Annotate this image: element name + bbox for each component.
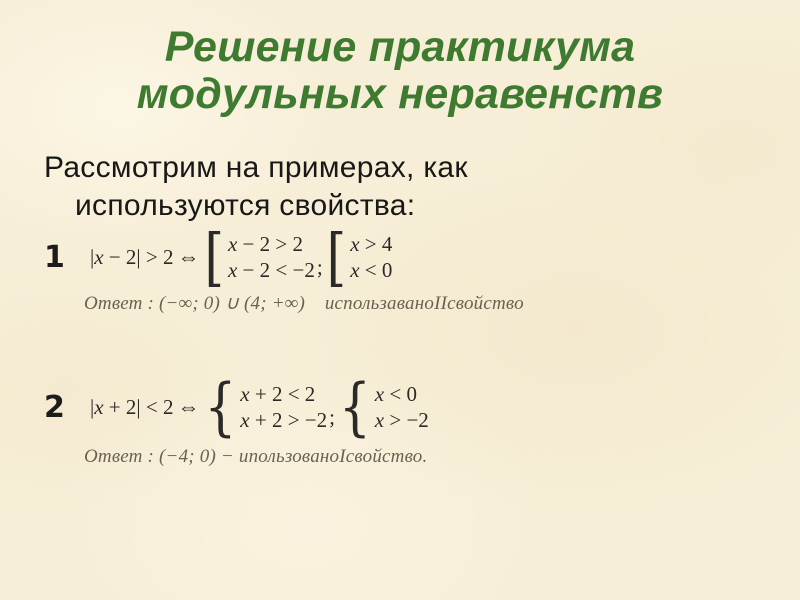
system-row: x − 2 > 2	[227, 232, 303, 256]
example-1-inequality: |x − 2| > 2	[90, 244, 174, 269]
example-1	[44, 220, 393, 294]
system-row: x + 2 < 2	[240, 382, 316, 406]
system-row: x − 2 < −2	[227, 258, 315, 282]
system-row: x > 4	[350, 232, 393, 256]
equivalence-arrow: ⇔	[177, 244, 200, 269]
example-2-number: 2	[44, 389, 65, 425]
intro-text	[44, 149, 468, 225]
example-2-answer: Ответ : (−4; 0) − ипользованоIсвойство.	[84, 446, 428, 467]
example-1-system-2	[326, 220, 393, 294]
system-row: x + 2 > −2	[240, 408, 328, 432]
curly-brace-icon: {	[338, 370, 371, 444]
system-row: x > −2	[374, 408, 429, 432]
example-1-system-1	[204, 220, 315, 294]
example-2-system-1	[204, 370, 328, 444]
intro-line-1: Рассмотрим на примерах, как	[44, 151, 468, 184]
example-1-answer: Ответ : (−∞; 0) ∪ (4; +∞) использаваноIIсвойство	[84, 293, 524, 314]
example-2-inequality: |x + 2| < 2	[90, 394, 174, 419]
system-row: x < 0	[374, 382, 417, 406]
example-2-system-2	[338, 370, 429, 444]
example-2	[44, 370, 429, 444]
curly-brace-icon: {	[204, 370, 237, 444]
example-1-number: 1	[44, 239, 65, 275]
title-line-2: модульных неравенств	[136, 70, 664, 119]
equivalence-arrow: ⇔	[177, 394, 200, 419]
system-row: x < 0	[350, 258, 393, 282]
intro-line-2: используются свойства:	[75, 189, 416, 223]
square-bracket-icon: [	[326, 220, 347, 294]
square-bracket-icon: [	[204, 220, 224, 294]
title-line-1: Решение практикума	[164, 23, 636, 71]
semicolon-separator: ;	[329, 405, 335, 429]
semicolon-separator: ;	[316, 255, 323, 279]
slide-title	[0, 24, 800, 119]
